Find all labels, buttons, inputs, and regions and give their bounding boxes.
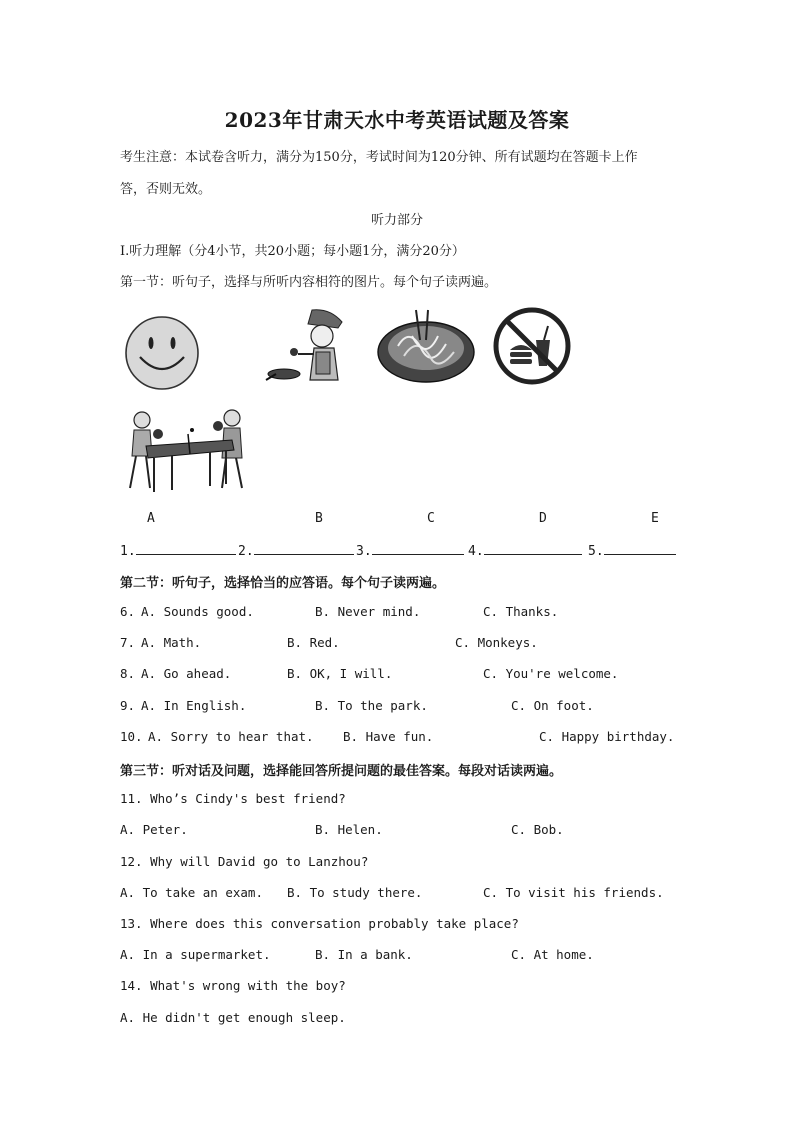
q9-option-c: C. On foot. (511, 698, 594, 713)
blank-number: 4. (468, 544, 484, 559)
q8-option-c: C. You're welcome. (483, 666, 619, 681)
q12-question: 12. Why will David go to Lanzhou? (120, 854, 369, 869)
q7-option-c: C. Monkeys. (455, 635, 538, 650)
q8-option-b: B. OK, I will. (287, 666, 393, 681)
girl-cooking-icon (264, 306, 348, 386)
q11-option-c: C. Bob. (511, 822, 564, 837)
sub-section-3: 第三节：听对话及问题，选择能回答所提问题的最佳答案。每段对话读两遍。 (120, 764, 563, 779)
q6-option-a: A. Sounds good. (141, 604, 254, 619)
q9-number: 9. (120, 698, 136, 713)
q6-option-c: C. Thanks. (483, 604, 559, 619)
section-one-heading: Ⅰ.听力理解（分4小节，共20小题；每小题1分，满分20分） (120, 244, 465, 259)
q7-option-b: B. Red. (287, 635, 340, 650)
picture-letter-a: A (147, 511, 155, 526)
q6-option-b: B. Never mind. (315, 604, 421, 619)
noodles-bowl-icon (376, 306, 476, 384)
answer-blank-3[interactable] (356, 541, 464, 559)
q14-question: 14. What's wrong with the boy? (120, 978, 346, 993)
picture-letter-c: C (427, 511, 435, 526)
q9-option-b: B. To the park. (315, 698, 428, 713)
answer-blank-4[interactable] (468, 541, 582, 559)
q12-option-a: A. To take an exam. (120, 885, 263, 900)
q11-option-a: A. Peter. (120, 822, 188, 837)
q11-question: 11. Who’s Cindy's best friend? (120, 791, 346, 806)
q8-option-a: A. Go ahead. (141, 666, 232, 681)
blank-number: 1. (120, 544, 136, 559)
q6-number: 6. (120, 604, 136, 619)
blank-number: 2. (238, 544, 254, 559)
q10-option-a: A. Sorry to hear that. (148, 729, 314, 744)
table-tennis-icon (122, 404, 254, 496)
sub-section-2: 第二节：听句子，选择恰当的应答语。每个句子读两遍。 (120, 576, 446, 591)
answer-blank-1[interactable] (120, 541, 236, 559)
q13-option-b: B. In a bank. (315, 947, 413, 962)
blank-number: 5. (588, 544, 604, 559)
notice-line-2: 答，否则无效。 (120, 182, 212, 197)
q13-option-a: A. In a supermarket. (120, 947, 271, 962)
q7-number: 7. (120, 635, 136, 650)
q11-option-b: B. Helen. (315, 822, 383, 837)
q10-option-c: C. Happy birthday. (539, 729, 675, 744)
sub-section-1: 第一节：听句子，选择与所听内容相符的图片。每个句子读两遍。 (120, 275, 498, 290)
page-title: 2023年甘肃天水中考英语试题及答案 (224, 108, 570, 132)
answer-blank-2[interactable] (238, 541, 354, 559)
part-heading: 听力部分 (370, 213, 423, 228)
no-fast-food-icon (492, 306, 572, 386)
q8-number: 8. (120, 666, 136, 681)
q7-option-a: A. Math. (141, 635, 202, 650)
picture-letter-d: D (539, 511, 547, 526)
q13-question: 13. Where does this conversation probably take place? (120, 916, 519, 931)
notice-line-1: 考生注意：本试卷含听力，满分为150分，考试时间为120分钟、所有试题均在答题卡上作 (120, 150, 638, 165)
q12-option-c: C. To visit his friends. (483, 885, 664, 900)
q13-option-c: C. At home. (511, 947, 594, 962)
q9-option-a: A. In English. (141, 698, 247, 713)
q12-option-b: B. To study there. (287, 885, 423, 900)
answer-blank-5[interactable] (588, 541, 676, 559)
blank-number: 3. (356, 544, 372, 559)
smiley-face-icon (124, 315, 200, 391)
picture-letter-e: E (651, 511, 659, 526)
q14-option-a: A. He didn't get enough sleep. (120, 1010, 346, 1025)
q10-option-b: B. Have fun. (343, 729, 434, 744)
q10-number: 10. (120, 729, 143, 744)
picture-letter-b: B (315, 511, 323, 526)
